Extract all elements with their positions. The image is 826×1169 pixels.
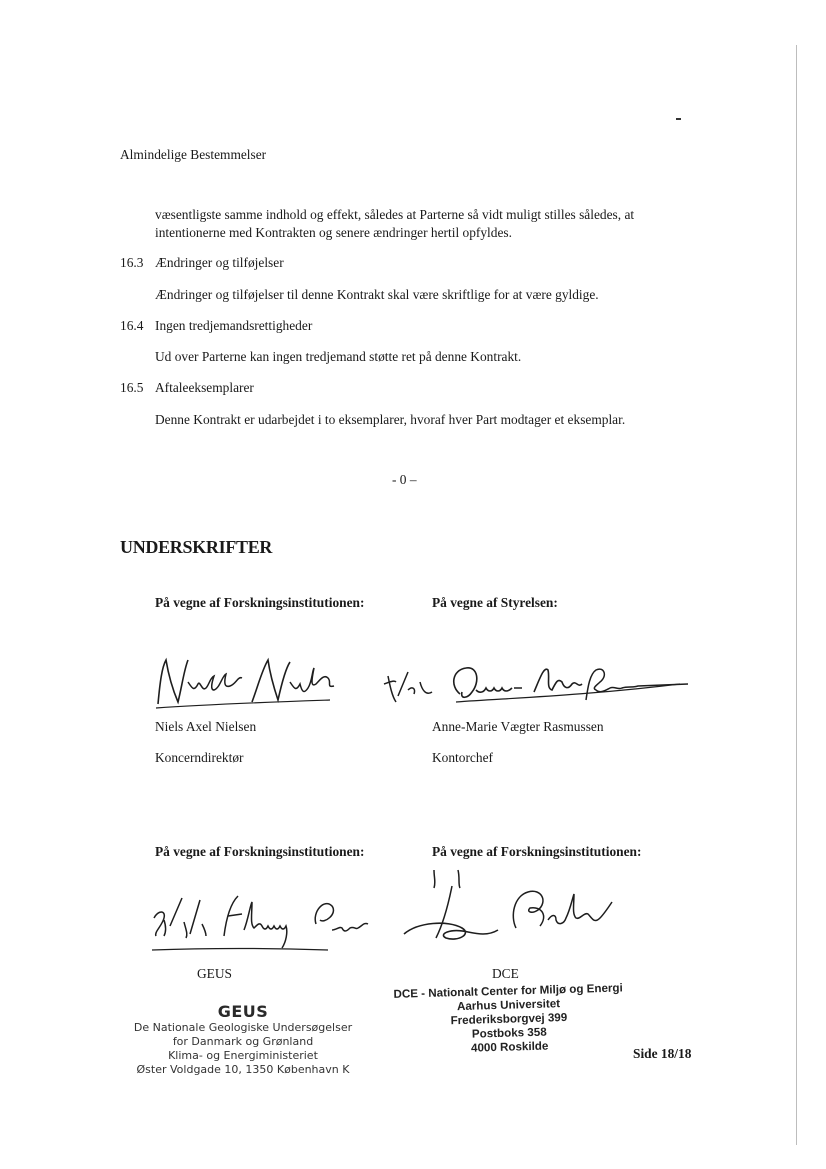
section-number: 16.5 xyxy=(120,380,144,395)
handwritten-signature-rasmussen xyxy=(380,662,700,717)
section-number: 16.4 xyxy=(120,318,144,333)
handwritten-signature-geus xyxy=(148,890,378,965)
section-title: Aftaleeksemplarer xyxy=(155,380,254,395)
dce-stamp-line: Postboks 358 xyxy=(471,1025,547,1041)
scan-edge-line xyxy=(796,45,797,1145)
signatory-left-behalf: På vegne af Forskningsinstitutionen: xyxy=(155,595,365,610)
section-title: Ingen tredjemandsrettigheder xyxy=(155,318,313,333)
signatures-title: UNDERSKRIFTER xyxy=(120,537,273,557)
geus-stamp-line: Klima- og Energiministeriet xyxy=(168,1049,318,1062)
section-number: 16.3 xyxy=(120,255,144,270)
section-body: Denne Kontrakt er udarbejdet i to eksemplarer, hvoraf hver Part modtager et eksemplar. xyxy=(155,412,626,427)
dce-stamp-line: Aarhus Universitet xyxy=(456,997,561,1014)
section-body: Ud over Parterne kan ingen tredjemand støtte ret på denne Kontrakt. xyxy=(155,349,522,364)
scan-speck xyxy=(676,118,681,120)
page-number: Side 18/18 xyxy=(633,1046,692,1061)
signatory-right-name: Anne-Marie Vægter Rasmussen xyxy=(432,719,604,734)
section-title: Ændringer og tilføjelser xyxy=(155,255,284,270)
signatory-right-role: Kontorchef xyxy=(432,750,493,765)
dce-stamp xyxy=(388,981,630,1058)
signatory-left-role: Koncerndirektør xyxy=(155,750,244,765)
geus-stamp xyxy=(118,1002,368,1077)
dce-stamp-line: 4000 Roskilde xyxy=(470,1039,549,1055)
handwritten-signature-nielsen xyxy=(152,652,342,717)
signatory-dce-org: DCE xyxy=(492,966,519,981)
signatory-right-behalf: På vegne af Styrelsen: xyxy=(432,595,558,610)
geus-stamp-line: De Nationale Geologiske Undersøgelser xyxy=(133,1021,353,1034)
signatory-geus-org: GEUS xyxy=(197,966,232,981)
dce-stamp-line: DCE - Nationalt Center for Miljø og Energi xyxy=(393,981,623,1001)
geus-stamp-line: Øster Voldgade 10, 1350 København K xyxy=(136,1063,350,1076)
signatory-geus-behalf: På vegne af Forskningsinstitutionen: xyxy=(155,844,365,859)
handwritten-signature-dce xyxy=(398,866,628,956)
continuation-line-2: intentionerne med Kontrakten og senere ændringer hertil opfyldes. xyxy=(155,225,512,240)
continuation-line-1: væsentligste samme indhold og effekt, således at Parterne så vidt muligt stilles således, at xyxy=(155,207,635,222)
end-separator: - 0 – xyxy=(392,472,417,487)
page-header-title: Almindelige Bestemmelser xyxy=(120,147,267,162)
signatory-dce-behalf: På vegne af Forskningsinstitutionen: xyxy=(432,844,642,859)
signatory-left-name: Niels Axel Nielsen xyxy=(155,719,257,734)
geus-logo: GEUS xyxy=(217,1002,269,1021)
geus-stamp-line: for Danmark og Grønland xyxy=(172,1035,314,1048)
section-body: Ændringer og tilføjelser til denne Kontrakt skal være skriftlige for at være gyldige. xyxy=(155,287,599,302)
dce-stamp-line: Frederiksborgvej 399 xyxy=(450,1011,568,1028)
